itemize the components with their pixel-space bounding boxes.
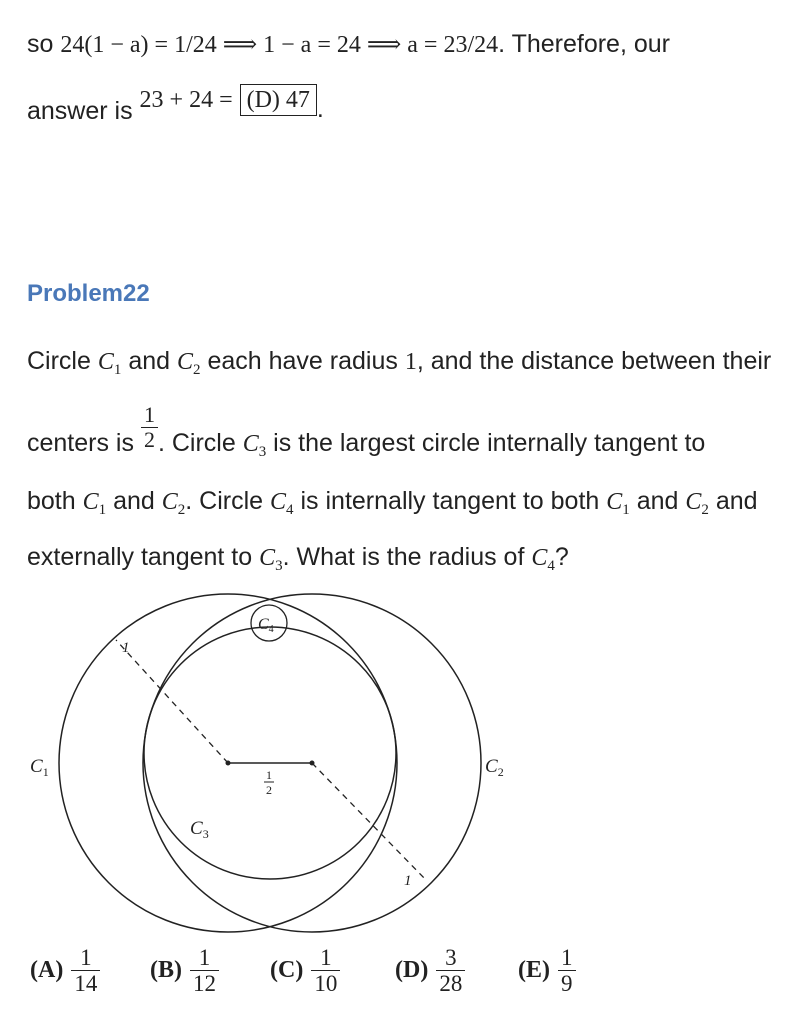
solution-equation: 24(1 − a) = 1/24 ⟹ 1 − a = 24 ⟹ a = 23/24 (60, 32, 499, 58)
problem-line-2: centers is $\frac{1}{2}$ . Circle $C_3$ is the largest circle internally tangent to (27, 402, 706, 461)
circles-diagram (0, 590, 803, 935)
solution-line-1: so 24(1 − a) = 1/24 ⟹ 1 − a = 24 ⟹ a = 23/24. Therefore, our (27, 30, 670, 58)
choice-c: (C) $\frac{1}{10}$ (270, 945, 340, 997)
half-fraction: $\frac{1}{2}$ (141, 403, 158, 452)
problem-line-4: externally tangent to $C_3$. What is the radius of $C_4$? (27, 543, 569, 574)
label-c2: $C_2$ (485, 756, 504, 779)
problem-line-3: both $C_1$ and $C_2$. Circle $C_4$ is internally tangent to both $C_1$ and $C_2$ and (27, 487, 758, 518)
boxed-answer: (D) 47 (240, 84, 317, 116)
problem-line-1: Circle $C_1$ and $C_2$ each have radius 1, and the distance between their (27, 347, 772, 378)
label-radius-bottom: 1 (404, 873, 412, 889)
label-c4: C4 (258, 616, 274, 635)
choice-e: (E) $\frac{1}{9}$ (518, 945, 576, 997)
solution-line-2: answer is 23 + 24 = (D) 47 . (27, 85, 324, 114)
circle-c3 (144, 627, 396, 879)
choice-a: (A) $\frac{1}{14}$ (30, 945, 100, 997)
choice-d: (D) $\frac{3}{28}$ (395, 945, 465, 997)
center-point-c2 (310, 761, 315, 766)
circle-c4 (251, 605, 287, 641)
label-half-num: 1 (266, 768, 272, 782)
choice-b: (B) $\frac{1}{12}$ (150, 945, 219, 997)
problem-heading: Problem22 (27, 280, 150, 307)
radius-dashed-c1 (116, 640, 228, 763)
label-radius-top: 1 (122, 640, 130, 656)
center-point-c1 (226, 761, 231, 766)
label-half-den: 2 (266, 783, 272, 797)
radius-dashed-c2 (312, 763, 426, 880)
label-c1: $C_1$ (30, 756, 49, 779)
label-c3: $C_3$ (190, 818, 209, 841)
